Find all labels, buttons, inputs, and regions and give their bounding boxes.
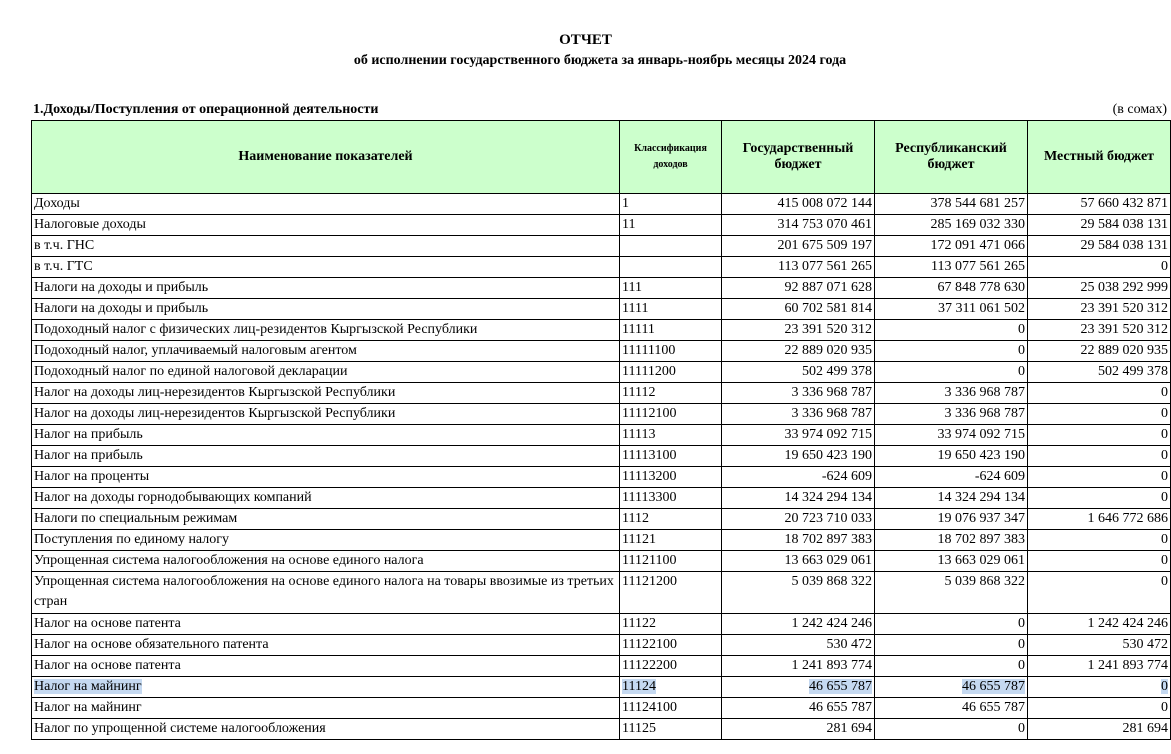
cell-code[interactable]: [620, 257, 722, 278]
cell-state[interactable]: 3 336 968 787: [722, 404, 875, 425]
cell-name[interactable]: Подоходный налог по единой налоговой декларации: [32, 362, 620, 383]
cell-name[interactable]: Доходы: [32, 194, 620, 215]
cell-state[interactable]: 22 889 020 935: [722, 341, 875, 362]
cell-name[interactable]: Налог на доходы лиц-нерезидентов Кыргызской Республики: [32, 383, 620, 404]
cell-local[interactable]: 1 242 424 246: [1028, 614, 1171, 635]
cell-code[interactable]: 11122: [620, 614, 722, 635]
cell-name[interactable]: Налог на доходы горнодобывающих компаний: [32, 488, 620, 509]
cell-code[interactable]: 11122100: [620, 635, 722, 656]
table-row[interactable]: [32, 530, 1171, 551]
cell-local[interactable]: 29 584 038 131: [1028, 215, 1171, 236]
table-row[interactable]: [32, 656, 1171, 677]
cell-state[interactable]: 18 702 897 383: [722, 530, 875, 551]
column-header-state: Государственный бюджет: [722, 121, 875, 194]
cell-local[interactable]: 0: [1028, 404, 1171, 425]
table-row[interactable]: [32, 614, 1171, 635]
cell-republic[interactable]: 113 077 561 265: [875, 257, 1028, 278]
cell-state[interactable]: 113 077 561 265: [722, 257, 875, 278]
cell-local[interactable]: 281 694: [1028, 719, 1171, 740]
table-row[interactable]: [32, 278, 1171, 299]
cell-republic[interactable]: 0: [875, 320, 1028, 341]
table-row[interactable]: [32, 194, 1171, 215]
cell-name[interactable]: Налоговые доходы: [32, 215, 620, 236]
selected-text: 0: [1161, 679, 1168, 694]
cell-state[interactable]: 530 472: [722, 635, 875, 656]
cell-state[interactable]: [722, 677, 875, 698]
cell-republic[interactable]: 285 169 032 330: [875, 215, 1028, 236]
cell-code[interactable]: 11121: [620, 530, 722, 551]
cell-name[interactable]: Упрощенная система налогообложения на основе единого налога на товары ввозимые из третьих стран: [32, 572, 620, 614]
cell-state[interactable]: 281 694: [722, 719, 875, 740]
cell-republic[interactable]: 0: [875, 614, 1028, 635]
cell-code[interactable]: 11121100: [620, 551, 722, 572]
cell-local[interactable]: 0: [1028, 488, 1171, 509]
cell-republic[interactable]: 18 702 897 383: [875, 530, 1028, 551]
cell-name[interactable]: Налоги по специальным режимам: [32, 509, 620, 530]
cell-local[interactable]: 0: [1028, 467, 1171, 488]
cell-code[interactable]: 1112: [620, 509, 722, 530]
cell-code[interactable]: 11113100: [620, 446, 722, 467]
cell-republic[interactable]: 5 039 868 322: [875, 572, 1028, 614]
cell-code[interactable]: 111: [620, 278, 722, 299]
budget-table: [31, 120, 1171, 740]
cell-local[interactable]: 1 646 772 686: [1028, 509, 1171, 530]
column-header-local: Местный бюджет: [1028, 121, 1171, 194]
cell-state[interactable]: 14 324 294 134: [722, 488, 875, 509]
cell-republic[interactable]: 0: [875, 656, 1028, 677]
table-row[interactable]: [32, 257, 1171, 278]
cell-state[interactable]: 201 675 509 197: [722, 236, 875, 257]
cell-local[interactable]: 1 241 893 774: [1028, 656, 1171, 677]
cell-name[interactable]: Налог на прибыль: [32, 425, 620, 446]
cell-name[interactable]: Налог на основе обязательного патента: [32, 635, 620, 656]
cell-code[interactable]: 11111100: [620, 341, 722, 362]
table-row[interactable]: [32, 698, 1171, 719]
cell-local[interactable]: 29 584 038 131: [1028, 236, 1171, 257]
cell-republic[interactable]: 13 663 029 061: [875, 551, 1028, 572]
cell-local[interactable]: 0: [1028, 572, 1171, 614]
cell-code[interactable]: 11111: [620, 320, 722, 341]
table-row[interactable]: [32, 404, 1171, 425]
cell-name[interactable]: Налог на доходы лиц-нерезидентов Кыргызской Республики: [32, 404, 620, 425]
cell-name[interactable]: Подоходный налог с физических лиц-резидентов Кыргызской Республики: [32, 320, 620, 341]
cell-name[interactable]: Налог на майнинг: [32, 698, 620, 719]
cell-code[interactable]: 11113: [620, 425, 722, 446]
table-row[interactable]: [32, 677, 1171, 698]
cell-republic[interactable]: 0: [875, 635, 1028, 656]
table-row[interactable]: [32, 509, 1171, 530]
cell-state[interactable]: 502 499 378: [722, 362, 875, 383]
cell-state[interactable]: 13 663 029 061: [722, 551, 875, 572]
cell-name[interactable]: Подоходный налог, уплачиваемый налоговым агентом: [32, 341, 620, 362]
report-subtitle: об исполнении государственного бюджета за январь-ноябрь месяцы 2024 года: [353, 53, 847, 68]
selected-text: 46 655 787: [809, 679, 872, 694]
cell-republic[interactable]: 33 974 092 715: [875, 425, 1028, 446]
table-row[interactable]: [32, 467, 1171, 488]
table-row[interactable]: [32, 488, 1171, 509]
table-row[interactable]: [32, 362, 1171, 383]
cell-name[interactable]: Налог на прибыль: [32, 446, 620, 467]
cell-code[interactable]: 1111: [620, 299, 722, 320]
table-row[interactable]: [32, 320, 1171, 341]
cell-local[interactable]: 23 391 520 312: [1028, 299, 1171, 320]
cell-local[interactable]: 22 889 020 935: [1028, 341, 1171, 362]
cell-republic[interactable]: 67 848 778 630: [875, 278, 1028, 299]
cell-local[interactable]: 23 391 520 312: [1028, 320, 1171, 341]
cell-republic[interactable]: 0: [875, 362, 1028, 383]
cell-local[interactable]: 0: [1028, 698, 1171, 719]
report-title: ОТЧЕТ: [559, 32, 612, 48]
cell-state[interactable]: 20 723 710 033: [722, 509, 875, 530]
cell-code[interactable]: 11112100: [620, 404, 722, 425]
cell-state[interactable]: 3 336 968 787: [722, 383, 875, 404]
table-body: [32, 194, 1171, 740]
cell-name[interactable]: в т.ч. ГНС: [32, 236, 620, 257]
cell-republic[interactable]: 19 076 937 347: [875, 509, 1028, 530]
column-header-code: Классификация доходов: [620, 121, 722, 194]
cell-name[interactable]: Налоги на доходы и прибыль: [32, 299, 620, 320]
table-row[interactable]: [32, 236, 1171, 257]
cell-name[interactable]: в т.ч. ГТС: [32, 257, 620, 278]
cell-state[interactable]: 314 753 070 461: [722, 215, 875, 236]
cell-code[interactable]: 11122200: [620, 656, 722, 677]
cell-name[interactable]: Налог на проценты: [32, 467, 620, 488]
cell-republic[interactable]: 46 655 787: [875, 698, 1028, 719]
cell-local[interactable]: 57 660 432 871: [1028, 194, 1171, 215]
cell-state[interactable]: 19 650 423 190: [722, 446, 875, 467]
selected-text: 46 655 787: [962, 679, 1025, 694]
column-header-name: Наименование показателей: [32, 121, 620, 194]
table-row[interactable]: [32, 551, 1171, 572]
cell-republic[interactable]: [875, 677, 1028, 698]
cell-republic[interactable]: 3 336 968 787: [875, 404, 1028, 425]
cell-name[interactable]: Поступления по единому налогу: [32, 530, 620, 551]
section-title: 1.Доходы/Поступления от операционной деятельности: [33, 102, 379, 117]
cell-state[interactable]: 23 391 520 312: [722, 320, 875, 341]
table-row[interactable]: [32, 446, 1171, 467]
cell-state[interactable]: -624 609: [722, 467, 875, 488]
cell-republic[interactable]: 3 336 968 787: [875, 383, 1028, 404]
table-row[interactable]: [32, 572, 1171, 614]
cell-code[interactable]: [620, 236, 722, 257]
cell-state[interactable]: 1 241 893 774: [722, 656, 875, 677]
cell-local[interactable]: 25 038 292 999: [1028, 278, 1171, 299]
cell-state[interactable]: 60 702 581 814: [722, 299, 875, 320]
cell-republic[interactable]: 37 311 061 502: [875, 299, 1028, 320]
cell-code[interactable]: 11124100: [620, 698, 722, 719]
cell-code[interactable]: 11125: [620, 719, 722, 740]
cell-state[interactable]: 1 242 424 246: [722, 614, 875, 635]
cell-state[interactable]: 5 039 868 322: [722, 572, 875, 614]
cell-local[interactable]: [1028, 677, 1171, 698]
cell-code[interactable]: 11111200: [620, 362, 722, 383]
table-row[interactable]: [32, 341, 1171, 362]
cell-code[interactable]: 11112: [620, 383, 722, 404]
table-row[interactable]: [32, 299, 1171, 320]
table-header-row: [32, 121, 1171, 194]
cell-republic[interactable]: 378 544 681 257: [875, 194, 1028, 215]
cell-code[interactable]: 1: [620, 194, 722, 215]
cell-republic[interactable]: 19 650 423 190: [875, 446, 1028, 467]
cell-code[interactable]: 11113200: [620, 467, 722, 488]
cell-republic[interactable]: 14 324 294 134: [875, 488, 1028, 509]
cell-local[interactable]: 0: [1028, 446, 1171, 467]
table-row[interactable]: [32, 215, 1171, 236]
cell-local[interactable]: 0: [1028, 257, 1171, 278]
cell-name[interactable]: Налоги на доходы и прибыль: [32, 278, 620, 299]
table-row[interactable]: [32, 719, 1171, 740]
cell-republic[interactable]: -624 609: [875, 467, 1028, 488]
cell-name[interactable]: Упрощенная система налогообложения на основе единого налога: [32, 551, 620, 572]
cell-state[interactable]: 92 887 071 628: [722, 278, 875, 299]
cell-code[interactable]: 11121200: [620, 572, 722, 614]
units-note: (в сомах): [1112, 102, 1167, 117]
cell-code[interactable]: 11113300: [620, 488, 722, 509]
cell-state[interactable]: 46 655 787: [722, 698, 875, 719]
cell-local[interactable]: 0: [1028, 530, 1171, 551]
cell-republic[interactable]: 0: [875, 719, 1028, 740]
selected-text: Налог на майнинг: [34, 679, 142, 694]
cell-republic[interactable]: 0: [875, 341, 1028, 362]
cell-name[interactable]: Налог на основе патента: [32, 614, 620, 635]
cell-code[interactable]: 11: [620, 215, 722, 236]
cell-republic[interactable]: 172 091 471 066: [875, 236, 1028, 257]
cell-name[interactable]: Налог по упрощенной системе налогообложения: [32, 719, 620, 740]
cell-code[interactable]: [620, 677, 722, 698]
cell-name[interactable]: [32, 677, 620, 698]
cell-local[interactable]: 502 499 378: [1028, 362, 1171, 383]
cell-local[interactable]: 0: [1028, 425, 1171, 446]
cell-local[interactable]: 0: [1028, 551, 1171, 572]
selected-text: 11124: [622, 679, 656, 694]
cell-local[interactable]: 0: [1028, 383, 1171, 404]
cell-name[interactable]: Налог на основе патента: [32, 656, 620, 677]
table-row[interactable]: [32, 635, 1171, 656]
cell-state[interactable]: 415 008 072 144: [722, 194, 875, 215]
column-header-republic: Республиканский бюджет: [875, 121, 1028, 194]
table-row[interactable]: [32, 383, 1171, 404]
table-row[interactable]: [32, 425, 1171, 446]
cell-local[interactable]: 530 472: [1028, 635, 1171, 656]
cell-state[interactable]: 33 974 092 715: [722, 425, 875, 446]
